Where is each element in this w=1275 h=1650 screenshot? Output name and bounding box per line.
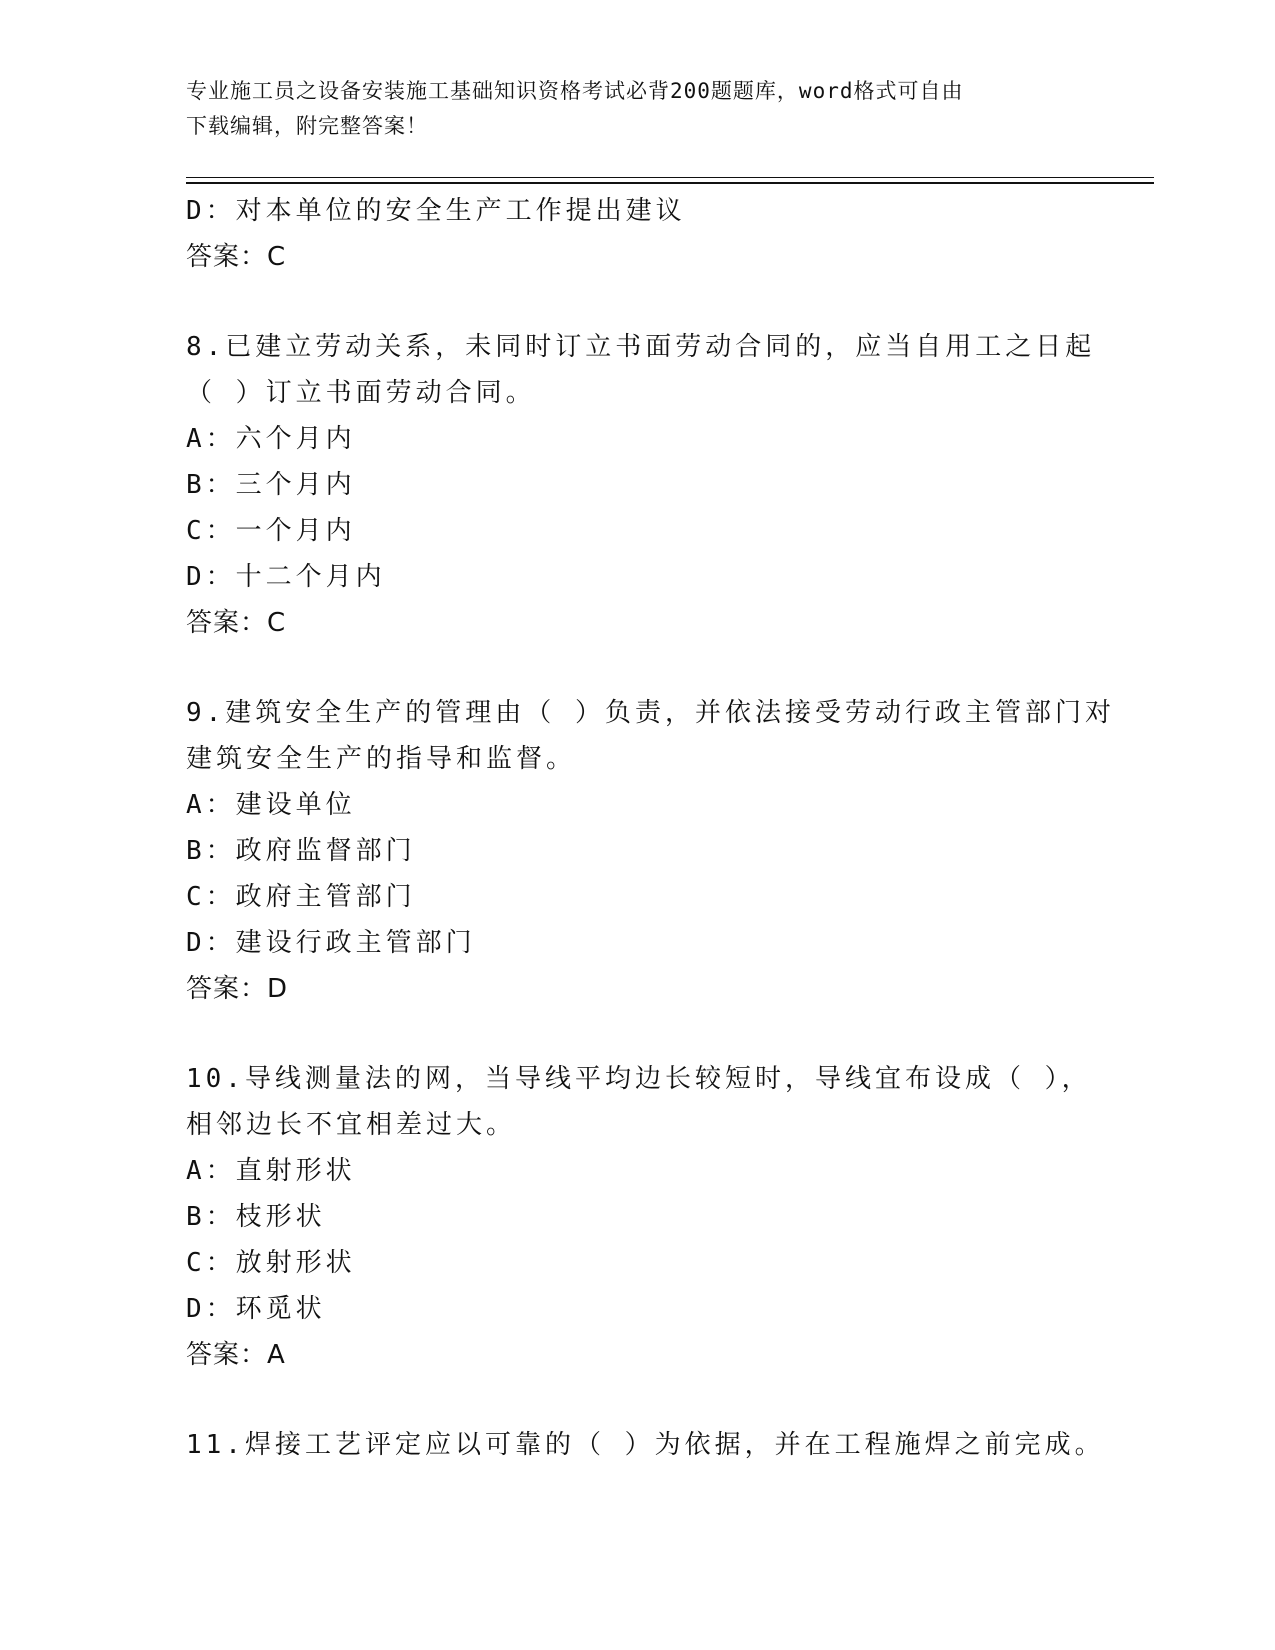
question-stem-line-2: 建筑安全生产的指导和监督。 (186, 744, 577, 774)
option-d: D：对本单位的安全生产工作提出建议 (186, 196, 686, 226)
answer: 答案：D (186, 974, 289, 1004)
question-9 (186, 690, 1115, 1012)
option-d: D：环觅状 (186, 1294, 326, 1324)
question-stem-line-2: （ ）订立书面劳动合同。 (186, 378, 536, 408)
answer: 答案：C (186, 242, 287, 272)
spacer (186, 280, 1086, 324)
spacer (186, 646, 1086, 690)
option-a: A：建设单位 (186, 790, 356, 820)
option-c: C：政府主管部门 (186, 882, 416, 912)
header-line-2: 下载编辑，附完整答案！ (186, 114, 428, 138)
question-11 (186, 1422, 1105, 1468)
header-divider-thin (186, 177, 1154, 178)
header-divider-thick (186, 182, 1154, 184)
option-d: D：建设行政主管部门 (186, 928, 476, 958)
question-7 (186, 188, 1086, 280)
answer: 答案：C (186, 608, 287, 638)
option-c: C：放射形状 (186, 1248, 356, 1278)
option-b: B：三个月内 (186, 470, 356, 500)
option-a: A：六个月内 (186, 424, 356, 454)
question-stem-line-1: 11.焊接工艺评定应以可靠的（ ）为依据，并在工程施焊之前完成。 (186, 1430, 1105, 1460)
answer: 答案：A (186, 1340, 286, 1370)
question-10 (186, 1056, 1092, 1378)
question-list (186, 188, 1115, 1468)
question-stem-line-1: 8.已建立劳动关系，未同时订立书面劳动合同的，应当自用工之日起 (186, 332, 1096, 362)
question-stem-line-2: 相邻边长不宜相差过大。 (186, 1110, 517, 1140)
spacer (186, 1378, 1086, 1422)
question-stem-line-1: 10.导线测量法的网，当导线平均边长较短时，导线宜布设成（ ）， (186, 1064, 1092, 1094)
question-8 (186, 324, 1096, 646)
option-d: D：十二个月内 (186, 562, 386, 592)
document-header (186, 74, 1066, 144)
header-line-1: 专业施工员之设备安装施工基础知识资格考试必背200题题库，word格式可自由 (186, 79, 964, 103)
option-b: B：枝形状 (186, 1202, 326, 1232)
option-c: C：一个月内 (186, 516, 356, 546)
question-stem-line-1: 9.建筑安全生产的管理由（ ）负责，并依法接受劳动行政主管部门对 (186, 698, 1115, 728)
option-b: B：政府监督部门 (186, 836, 416, 866)
spacer (186, 1012, 1086, 1056)
option-a: A：直射形状 (186, 1156, 356, 1186)
